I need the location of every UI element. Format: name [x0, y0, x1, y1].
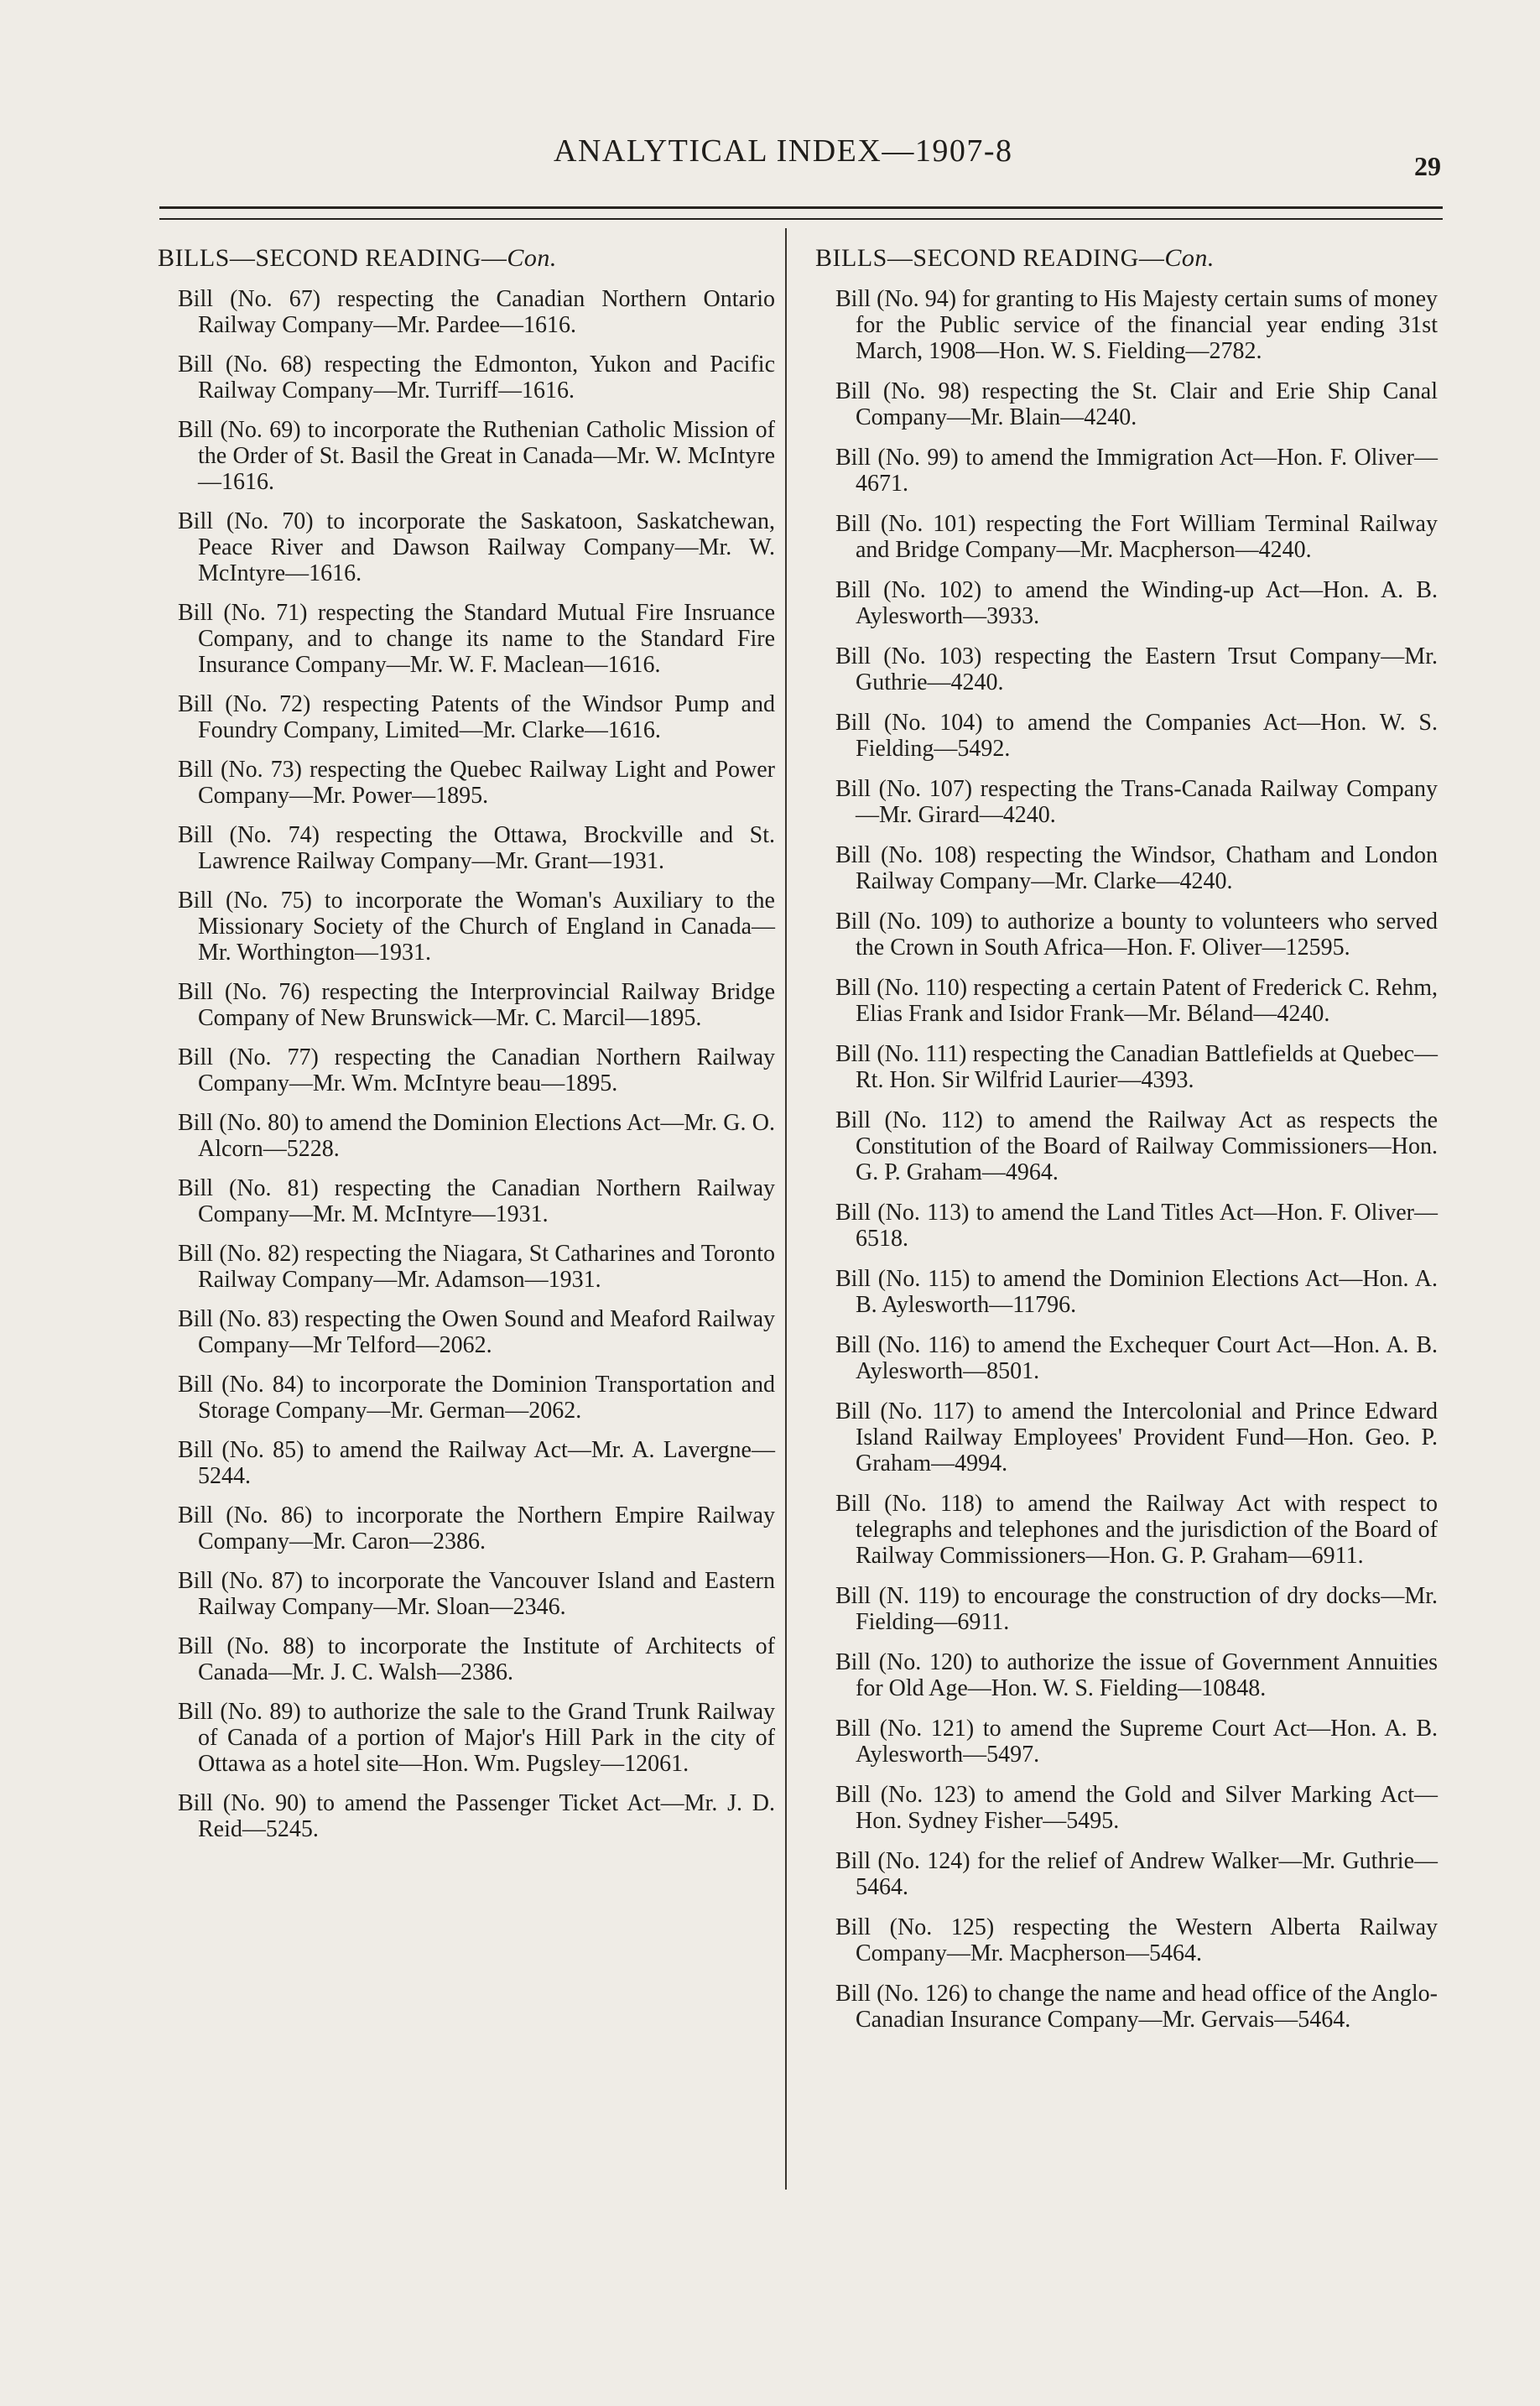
index-entry: Bill (No. 74) respecting the Ottawa, Brockville and St. Lawrence Railway Company—Mr. Grant—1931. — [178, 822, 775, 874]
index-entry: Bill (No. 120) to authorize the issue of Government Annuities for Old Age—Hon. W. S. Fielding—10848. — [835, 1649, 1438, 1701]
index-entry: Bill (No. 124) for the relief of Andrew Walker—Mr. Guthrie—5464. — [835, 1848, 1438, 1900]
index-entry: Bill (No. 72) respecting Patents of the Windsor Pump and Foundry Company, Limited—Mr. Clarke—1616. — [178, 691, 775, 743]
index-entry: Bill (No. 116) to amend the Exchequer Court Act—Hon. A. B. Aylesworth—8501. — [835, 1332, 1438, 1384]
index-entry: Bill (No. 118) to amend the Railway Act with respect to telegraphs and telephones and the jurisdiction of the Board of Railway Commissioners—Hon. G. P. Graham—6911. — [835, 1491, 1438, 1569]
index-entry: Bill (No. 98) respecting the St. Clair and Erie Ship Canal Company—Mr. Blain—4240. — [835, 378, 1438, 430]
index-entry: Bill (No. 69) to incorporate the Ruthenian Catholic Mission of the Order of St. Basil the Great in Canada—Mr. W. McIntyre—1616. — [178, 417, 775, 495]
index-entry: Bill (No. 67) respecting the Canadian Northern Ontario Railway Company—Mr. Pardee—1616. — [178, 286, 775, 338]
index-entry: Bill (No. 86) to incorporate the Northern Empire Railway Company—Mr. Caron—2386. — [178, 1502, 775, 1555]
index-entry: Bill (No. 77) respecting the Canadian Northern Railway Company—Mr. Wm. McIntyre beau—1895. — [178, 1044, 775, 1096]
index-entry: Bill (No. 73) respecting the Quebec Railway Light and Power Company—Mr. Power—1895. — [178, 757, 775, 809]
page-title: ANALYTICAL INDEX—1907-8 — [554, 133, 1013, 169]
column-divider — [785, 228, 787, 2190]
index-entry: Bill (No. 76) respecting the Interprovincial Railway Bridge Company of New Brunswick—Mr. C. Marcil—1895. — [178, 979, 775, 1031]
index-entry: Bill (No. 103) respecting the Eastern Trsut Company—Mr. Guthrie—4240. — [835, 643, 1438, 695]
section-heading-text: BILLS—SECOND READING— — [815, 244, 1165, 272]
index-entry: Bill (No. 109) to authorize a bounty to volunteers who served the Crown in South Africa—Hon. F. Oliver—12595. — [835, 909, 1438, 961]
index-entry: Bill (No. 84) to incorporate the Dominion Transportation and Storage Company—Mr. German—2062. — [178, 1372, 775, 1424]
index-entry: Bill (No. 80) to amend the Dominion Elections Act—Mr. G. O. Alcorn—5228. — [178, 1110, 775, 1162]
index-entry: Bill (No. 94) for granting to His Majesty certain sums of money for the Public service of the financial year ending 31st March, 1908—Hon. W. S. Fielding—2782. — [835, 286, 1438, 364]
index-entry: Bill (No. 87) to incorporate the Vancouver Island and Eastern Railway Company—Mr. Sloan—2346. — [178, 1568, 775, 1620]
index-entry: Bill (No. 82) respecting the Niagara, St Catharines and Toronto Railway Company—Mr. Adamson—1931. — [178, 1241, 775, 1293]
index-entry: Bill (No. 115) to amend the Dominion Elections Act—Hon. A. B. Aylesworth—11796. — [835, 1266, 1438, 1318]
index-entry: Bill (No. 75) to incorporate the Woman's Auxiliary to the Missionary Society of the Church of England in Canada—Mr. Worthington—1931. — [178, 888, 775, 966]
left-entry-list — [158, 286, 775, 1842]
right-column — [815, 245, 1438, 2047]
index-entry: Bill (N. 119) to encourage the construction of dry docks—Mr. Fielding—6911. — [835, 1583, 1438, 1635]
index-entry: Bill (No. 89) to authorize the sale to the Grand Trunk Railway of Canada of a portion of Major's Hill Park in the city of Ottawa as a hotel site—Hon. Wm. Pugsley—12061. — [178, 1699, 775, 1777]
index-entry: Bill (No. 125) respecting the Western Alberta Railway Company—Mr. Macpherson—5464. — [835, 1914, 1438, 1966]
index-entry: Bill (No. 102) to amend the Winding-up Act—Hon. A. B. Aylesworth—3933. — [835, 577, 1438, 629]
index-entry: Bill (No. 107) respecting the Trans-Canada Railway Company—Mr. Girard—4240. — [835, 776, 1438, 828]
index-entry: Bill (No. 99) to amend the Immigration Act—Hon. F. Oliver—4671. — [835, 445, 1438, 497]
index-entry: Bill (No. 104) to amend the Companies Act—Hon. W. S. Fielding—5492. — [835, 710, 1438, 762]
right-entry-list — [815, 286, 1438, 2033]
section-heading — [815, 245, 1438, 271]
index-entry: Bill (No. 83) respecting the Owen Sound and Meaford Railway Company—Mr Telford—2062. — [178, 1306, 775, 1358]
index-entry: Bill (No. 90) to amend the Passenger Ticket Act—Mr. J. D. Reid—5245. — [178, 1790, 775, 1842]
index-entry: Bill (No. 126) to change the name and head office of the Anglo-Canadian Insurance Company—Mr. Gervais—5464. — [835, 1981, 1438, 2033]
index-entry: Bill (No. 101) respecting the Fort William Terminal Railway and Bridge Company—Mr. Macpherson—4240. — [835, 511, 1438, 563]
section-heading — [158, 245, 775, 271]
index-entry: Bill (No. 110) respecting a certain Patent of Frederick C. Rehm, Elias Frank and Isidor Frank—Mr. Béland—4240. — [835, 975, 1438, 1027]
header-rule — [159, 206, 1443, 209]
section-heading-continued: Con. — [507, 244, 557, 272]
page-number: 29 — [1414, 151, 1441, 181]
index-entry: Bill (No. 85) to amend the Railway Act—Mr. A. Lavergne—5244. — [178, 1437, 775, 1489]
left-column — [158, 245, 775, 1856]
index-entry: Bill (No. 121) to amend the Supreme Court Act—Hon. A. B. Aylesworth—5497. — [835, 1716, 1438, 1768]
section-heading-continued: Con. — [1164, 244, 1215, 272]
index-entry: Bill (No. 123) to amend the Gold and Silver Marking Act—Hon. Sydney Fisher—5495. — [835, 1782, 1438, 1834]
index-entry: Bill (No. 71) respecting the Standard Mutual Fire Insruance Company, and to change its name to the Standard Fire Insurance Company—Mr. W. F. Maclean—1616. — [178, 600, 775, 678]
section-heading-text: BILLS—SECOND READING— — [158, 244, 507, 272]
index-entry: Bill (No. 113) to amend the Land Titles Act—Hon. F. Oliver—6518. — [835, 1200, 1438, 1252]
index-entry: Bill (No. 111) respecting the Canadian Battlefields at Quebec—Rt. Hon. Sir Wilfrid Laurier—4393. — [835, 1041, 1438, 1093]
index-entry: Bill (No. 112) to amend the Railway Act as respects the Constitution of the Board of Railway Commissioners—Hon. G. P. Graham—4964. — [835, 1107, 1438, 1185]
index-entry: Bill (No. 70) to incorporate the Saskatoon, Saskatchewan, Peace River and Dawson Railway Company—Mr. W. McIntyre—1616. — [178, 508, 775, 586]
index-entry: Bill (No. 68) respecting the Edmonton, Yukon and Pacific Railway Company—Mr. Turriff—1616. — [178, 352, 775, 404]
index-entry: Bill (No. 88) to incorporate the Institute of Architects of Canada—Mr. J. C. Walsh—2386. — [178, 1633, 775, 1685]
header-rule-secondary — [159, 218, 1443, 220]
index-entry: Bill (No. 108) respecting the Windsor, Chatham and London Railway Company—Mr. Clarke—4240. — [835, 842, 1438, 894]
index-entry: Bill (No. 81) respecting the Canadian Northern Railway Company—Mr. M. McIntyre—1931. — [178, 1175, 775, 1227]
index-entry: Bill (No. 117) to amend the Intercolonial and Prince Edward Island Railway Employees' Provident Fund—Hon. Geo. P. Graham—4994. — [835, 1398, 1438, 1476]
